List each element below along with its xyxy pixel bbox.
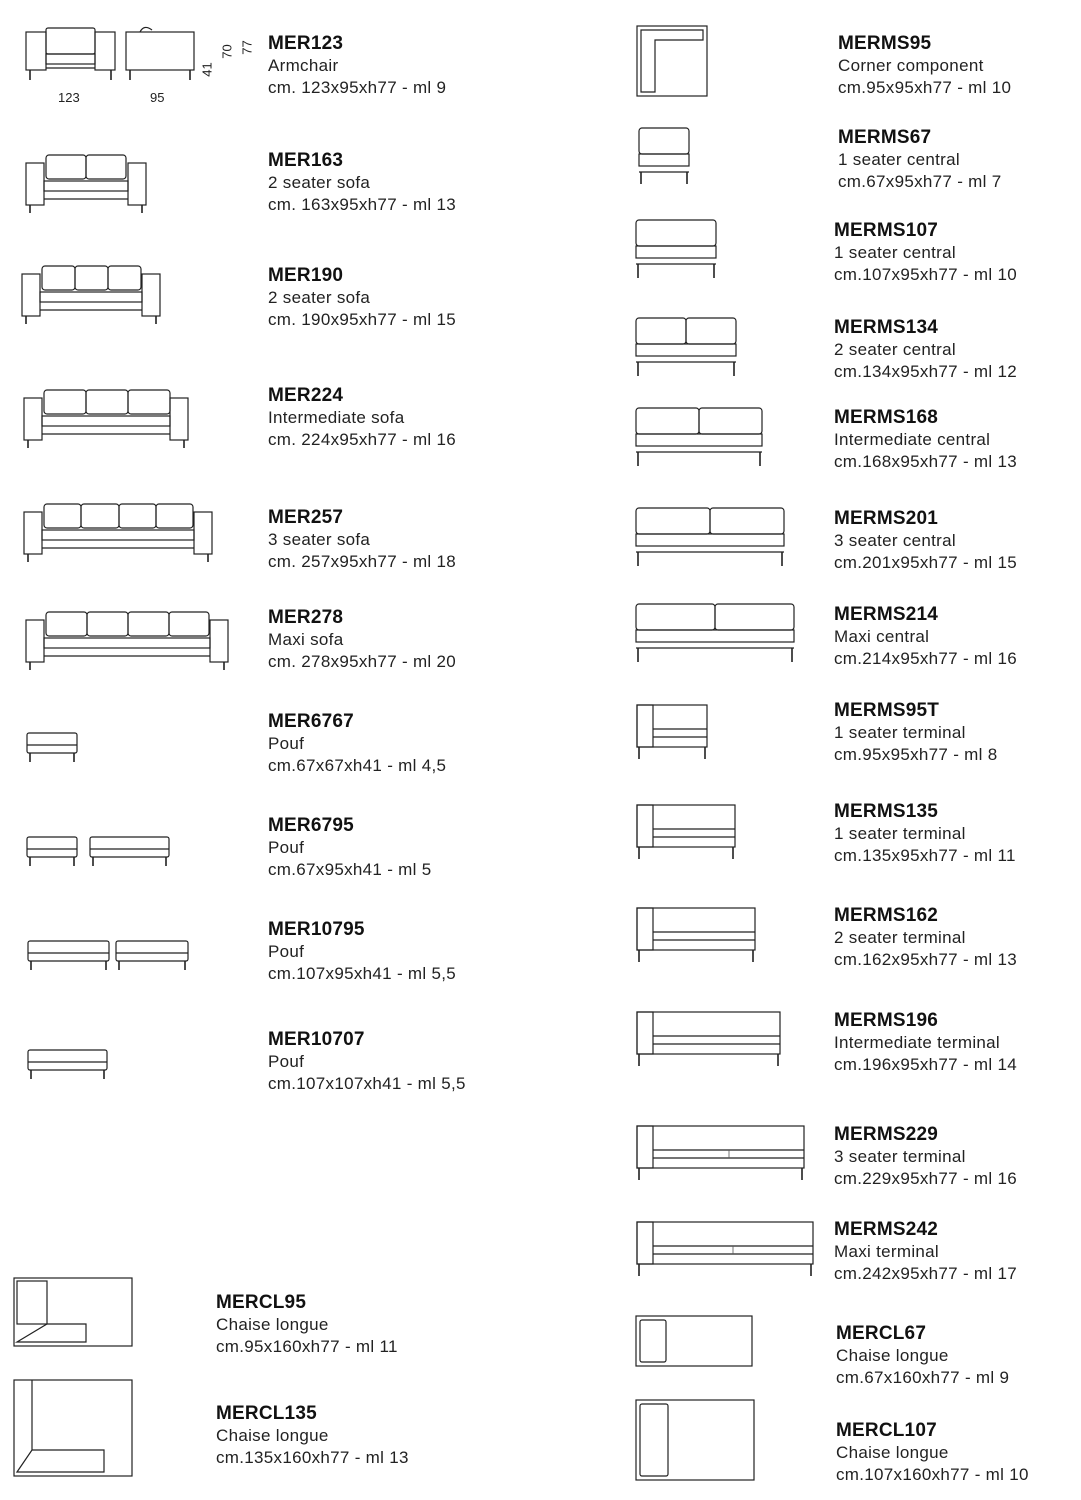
chaise-longue-135-plan-drawing <box>14 1380 136 1480</box>
pouf-6767-drawing <box>27 733 79 765</box>
product-entry-MER257 <box>268 507 456 573</box>
product-code: MER190 <box>268 265 344 286</box>
product-description: Corner component <box>838 56 984 75</box>
product-dimensions: cm. 123x95xh77 - ml 9 <box>268 78 447 97</box>
product-code: MERMS135 <box>834 801 939 822</box>
product-code: MER123 <box>268 33 344 54</box>
product-dimensions: cm.107x95xh41 - ml 5,5 <box>268 964 457 983</box>
product-entry-MER6767 <box>268 711 446 777</box>
product-dimensions: cm.134x95xh77 - ml 12 <box>834 362 1017 381</box>
pouf-6795-side-drawing <box>90 837 172 869</box>
product-description: 2 seater sofa <box>268 288 371 307</box>
product-description: 3 seater central <box>834 531 956 550</box>
sofa-2-seater-drawing <box>26 155 148 215</box>
product-dimensions: cm.95x95xh77 - ml 10 <box>838 78 1012 97</box>
seater-central-201-drawing <box>636 508 786 570</box>
product-dimensions: cm. 224x95xh77 - ml 16 <box>268 430 457 449</box>
product-dimensions: cm.242x95xh77 - ml 17 <box>834 1264 1017 1283</box>
product-entry-MER10707 <box>268 1029 466 1095</box>
pouf-6795-front-drawing <box>27 837 79 869</box>
seater-central-107-drawing <box>636 220 718 280</box>
product-entry-MER190 <box>268 265 456 331</box>
sofa-intermediate-drawing <box>24 390 192 450</box>
product-dimensions: cm. 278x95xh77 - ml 20 <box>268 652 457 671</box>
maxi-central-drawing <box>636 604 796 666</box>
chaise-longue-107-plan-drawing <box>636 1400 758 1484</box>
product-entry-MERMS107 <box>834 220 1017 286</box>
product-entry-MER163 <box>268 150 456 216</box>
product-code: MER10795 <box>268 919 365 940</box>
product-description: Pouf <box>268 734 305 753</box>
intermediate-terminal-drawing <box>637 1012 783 1068</box>
product-entry-MERCL107 <box>836 1420 1029 1486</box>
product-dimensions: cm. 163x95xh77 - ml 13 <box>268 195 457 214</box>
product-entry-MERMS214 <box>834 604 1017 670</box>
product-code: MERMS229 <box>834 1124 939 1145</box>
product-dimensions: cm.67x95xh77 - ml 7 <box>838 172 1002 191</box>
product-dimensions: cm.135x95xh77 - ml 11 <box>834 846 1016 865</box>
product-dimensions: cm.168x95xh77 - ml 13 <box>834 452 1017 471</box>
maxi-terminal-drawing <box>637 1222 817 1278</box>
product-entry-MERMS229 <box>834 1124 1017 1190</box>
product-description: 2 seater sofa <box>268 173 371 192</box>
product-description: 1 seater terminal <box>834 824 966 843</box>
product-entry-MER6795 <box>268 815 432 881</box>
product-code: MERMS242 <box>834 1219 939 1240</box>
product-dimensions: cm.201x95xh77 - ml 15 <box>834 553 1017 572</box>
product-dimensions: cm.67x95xh41 - ml 5 <box>268 860 432 879</box>
product-description: 3 seater terminal <box>834 1147 966 1166</box>
pouf-10707-drawing <box>28 1050 110 1082</box>
product-entry-MER224 <box>268 385 456 451</box>
product-description: Chaise longue <box>216 1315 329 1334</box>
seater-central-134-drawing <box>636 318 738 378</box>
product-code: MERMS67 <box>838 127 932 148</box>
product-description: Chaise longue <box>216 1426 329 1445</box>
product-code: MER6795 <box>268 815 354 836</box>
chaise-longue-67-plan-drawing <box>636 1316 756 1370</box>
product-code: MERMS214 <box>834 604 939 625</box>
product-code: MERCL67 <box>836 1323 927 1344</box>
product-description: Intermediate central <box>834 430 991 449</box>
dimension-width-label: 123 <box>58 90 80 105</box>
seater-terminal-135-drawing <box>637 805 739 861</box>
sofa-190-drawing <box>22 266 164 326</box>
product-entry-MERMS201 <box>834 508 1017 574</box>
sofa-3-seater-drawing <box>24 504 216 564</box>
product-entry-MERMS67 <box>838 127 1002 193</box>
seater-terminal-162-drawing <box>637 908 759 964</box>
product-code: MERMS168 <box>834 407 939 428</box>
product-code: MER257 <box>268 507 344 528</box>
product-description: Maxi central <box>834 627 930 646</box>
product-dimensions: cm.95x160xh77 - ml 11 <box>216 1337 398 1356</box>
product-description: Intermediate sofa <box>268 408 405 427</box>
armchair-side-drawing <box>126 28 198 83</box>
product-description: 1 seater terminal <box>834 723 966 742</box>
product-code: MERMS196 <box>834 1010 939 1031</box>
product-dimensions: cm.229x95xh77 - ml 16 <box>834 1169 1017 1188</box>
product-code: MER278 <box>268 607 344 628</box>
product-description: Chaise longue <box>836 1443 949 1462</box>
product-dimensions: cm.107x160xh77 - ml 10 <box>836 1465 1029 1484</box>
product-entry-MERMS135 <box>834 801 1016 867</box>
product-description: Maxi sofa <box>268 630 344 649</box>
product-entry-MERMS196 <box>834 1010 1017 1076</box>
product-code: MERCL107 <box>836 1420 937 1441</box>
product-code: MERMS134 <box>834 317 939 338</box>
product-entry-MERMS168 <box>834 407 1017 473</box>
product-entry-MERMS162 <box>834 905 1017 971</box>
product-dimensions: cm.67x67xh41 - ml 4,5 <box>268 756 447 775</box>
product-dimensions: cm.95x95xh77 - ml 8 <box>834 745 998 764</box>
intermediate-central-drawing <box>636 408 764 470</box>
dimension-total-height-label: 77 <box>239 40 255 55</box>
product-dimensions: cm.135x160xh77 - ml 13 <box>216 1448 409 1467</box>
product-description: Pouf <box>268 942 305 961</box>
product-entry-MERMS134 <box>834 317 1017 383</box>
product-entry-MERCL95 <box>216 1292 398 1358</box>
product-entry-MER10795 <box>268 919 456 985</box>
product-entry-MER278 <box>268 607 456 673</box>
product-dimensions: cm.196x95xh77 - ml 14 <box>834 1055 1017 1074</box>
product-description: 2 seater terminal <box>834 928 966 947</box>
chaise-longue-95-plan-drawing <box>14 1278 136 1350</box>
armchair-front-drawing <box>24 28 119 83</box>
product-entry-MERMS242 <box>834 1219 1017 1285</box>
product-entry-MER123 <box>268 33 446 99</box>
product-code: MER10707 <box>268 1029 365 1050</box>
product-description: 1 seater central <box>834 243 956 262</box>
product-code: MERCL135 <box>216 1403 317 1424</box>
product-description: Pouf <box>268 1052 305 1071</box>
pouf-10795-front-drawing <box>28 941 112 973</box>
dimension-depth-label: 95 <box>150 90 165 105</box>
seater-terminal-229-drawing <box>637 1126 809 1182</box>
seater-central-67-drawing <box>639 128 691 188</box>
product-code: MERMS201 <box>834 508 939 529</box>
product-entry-MERCL67 <box>836 1323 1009 1389</box>
product-description: Intermediate terminal <box>834 1033 1000 1052</box>
product-code: MERMS162 <box>834 905 939 926</box>
product-description: Maxi terminal <box>834 1242 939 1261</box>
product-code: MER224 <box>268 385 344 406</box>
product-dimensions: cm. 190x95xh77 - ml 15 <box>268 310 457 329</box>
product-dimensions: cm.214x95xh77 - ml 16 <box>834 649 1017 668</box>
product-dimensions: cm.107x95xh77 - ml 10 <box>834 265 1017 284</box>
product-code: MERMS95T <box>834 700 940 721</box>
product-entry-MERMS95T <box>834 700 998 766</box>
product-code: MER163 <box>268 150 344 171</box>
product-description: Armchair <box>268 56 339 75</box>
product-dimensions: cm.67x160xh77 - ml 9 <box>836 1368 1010 1387</box>
corner-component-drawing <box>637 26 709 98</box>
product-dimensions: cm.162x95xh77 - ml 13 <box>834 950 1017 969</box>
seater-terminal-95-drawing <box>637 705 709 761</box>
product-code: MERCL95 <box>216 1292 307 1313</box>
product-description: 3 seater sofa <box>268 530 371 549</box>
sofa-maxi-drawing <box>26 612 232 672</box>
dimension-seat-height-label: 41 <box>199 62 215 77</box>
product-description: Chaise longue <box>836 1346 949 1365</box>
product-dimensions: cm.107x107xh41 - ml 5,5 <box>268 1074 466 1093</box>
product-description: Pouf <box>268 838 305 857</box>
product-entry-MERMS95 <box>838 33 1011 99</box>
product-code: MERMS107 <box>834 220 939 241</box>
product-dimensions: cm. 257x95xh77 - ml 18 <box>268 552 457 571</box>
pouf-10795-side-drawing <box>116 941 190 973</box>
product-entry-MERCL135 <box>216 1403 409 1469</box>
product-code: MER6767 <box>268 711 354 732</box>
product-description: 1 seater central <box>838 150 960 169</box>
dimension-arm-height-label: 70 <box>219 44 235 59</box>
product-description: 2 seater central <box>834 340 956 359</box>
product-code: MERMS95 <box>838 33 932 54</box>
